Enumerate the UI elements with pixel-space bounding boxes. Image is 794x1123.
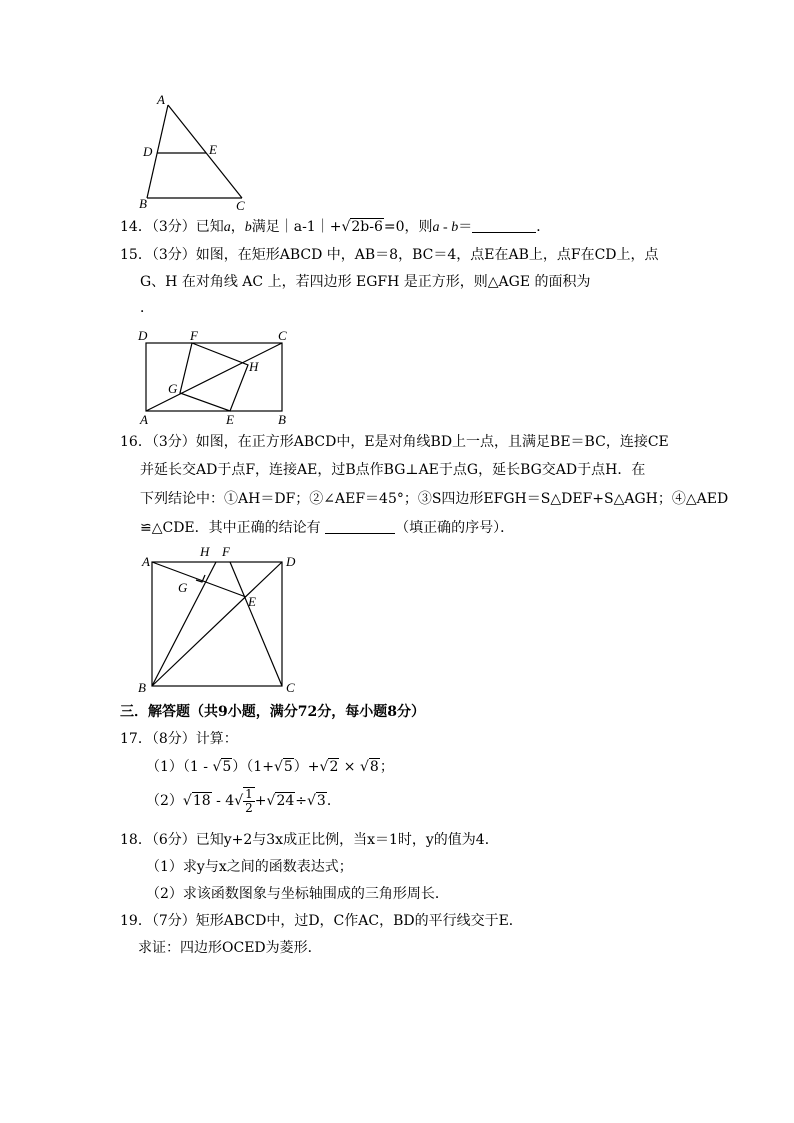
diagonal-bd: [152, 562, 282, 686]
rectangle-figure: [130, 325, 300, 430]
label-f: F: [222, 544, 230, 559]
label-f: F: [190, 328, 198, 343]
label-b: B: [278, 412, 286, 427]
label-a: A: [142, 554, 150, 569]
label-e: E: [248, 594, 256, 609]
question-14: 14．（3分）已知a，b满足｜a-1｜+√2b-6=0，则a - b＝ ．: [120, 219, 551, 235]
section-3-heading: 三．解答题（共9小题，满分72分，每小题8分）: [120, 704, 425, 720]
question-16-line3: 下列结论中：①AH＝DF；②∠AEF＝45°；③S四边形EFGH＝S△DEF+S△AGH；④△AED: [140, 491, 729, 507]
label-e: E: [226, 412, 234, 427]
segment-ac: [168, 105, 242, 198]
label-c: C: [278, 328, 287, 343]
label-b: B: [138, 680, 146, 695]
label-d: D: [286, 554, 296, 569]
triangle-figure: [130, 90, 260, 212]
question-17-part1: （1）（1 - √5）（1+√5）+√2 × √8；: [146, 759, 394, 775]
answer-blank-14: [472, 218, 536, 233]
label-g: G: [168, 381, 178, 396]
diagonal-ac: [146, 343, 282, 411]
question-17-part2: （2）√18 - 4√ $\frac{1}{2}$ +√24÷√3．: [146, 787, 341, 815]
label-a: A: [157, 92, 165, 107]
label-b: B: [139, 196, 147, 211]
label-e: E: [209, 142, 217, 157]
label-c: C: [236, 198, 245, 212]
question-18-line1: 18．（6分）已知y+2与3x成正比例，当x＝1时，y的值为4．: [120, 832, 499, 848]
question-19-line2: 求证：四边形OCED为菱形．: [138, 940, 322, 956]
question-15-line1: 15．（3分）如图，在矩形ABCD 中，AB＝8，BC＝4，点E在AB上，点F在CD上，点: [120, 247, 659, 263]
question-18-part1: （1）求y与x之间的函数表达式；: [146, 859, 353, 875]
question-17-title: 17．（8分）计算：: [120, 731, 238, 747]
label-h: H: [200, 544, 210, 559]
segment-cf: [230, 562, 282, 686]
question-19-line1: 19．（7分）矩形ABCD中，过D，C作AC，BD的平行线交于E．: [120, 913, 523, 929]
square-figure: [130, 542, 305, 697]
question-16-line4: ≌△CDE．其中正确的结论有 （填正确的序号）．: [140, 520, 515, 536]
question-16-line2: 并延长交AD于点F，连接AE，过B点作BG⊥AE于点G，延长BG交AD于点H．在: [140, 462, 646, 478]
label-d: D: [138, 328, 148, 343]
question-16-line1: 16．（3分）如图，在正方形ABCD中，E是对角线BD上一点，且满足BE＝BC，连接CE: [120, 434, 669, 450]
label-h: H: [249, 359, 259, 374]
question-15-line3: ．: [140, 300, 154, 316]
question-18-part2: （2）求该函数图象与坐标轴围成的三角形周长．: [146, 886, 449, 902]
label-c: C: [286, 680, 295, 695]
label-d: D: [143, 144, 153, 159]
question-15-line2: G、H 在对角线 AC 上，若四边形 EGFH 是正方形，则△AGE 的面积为: [140, 274, 591, 290]
label-g: G: [178, 580, 188, 595]
answer-blank-16: [325, 519, 395, 534]
label-a: A: [140, 412, 148, 427]
